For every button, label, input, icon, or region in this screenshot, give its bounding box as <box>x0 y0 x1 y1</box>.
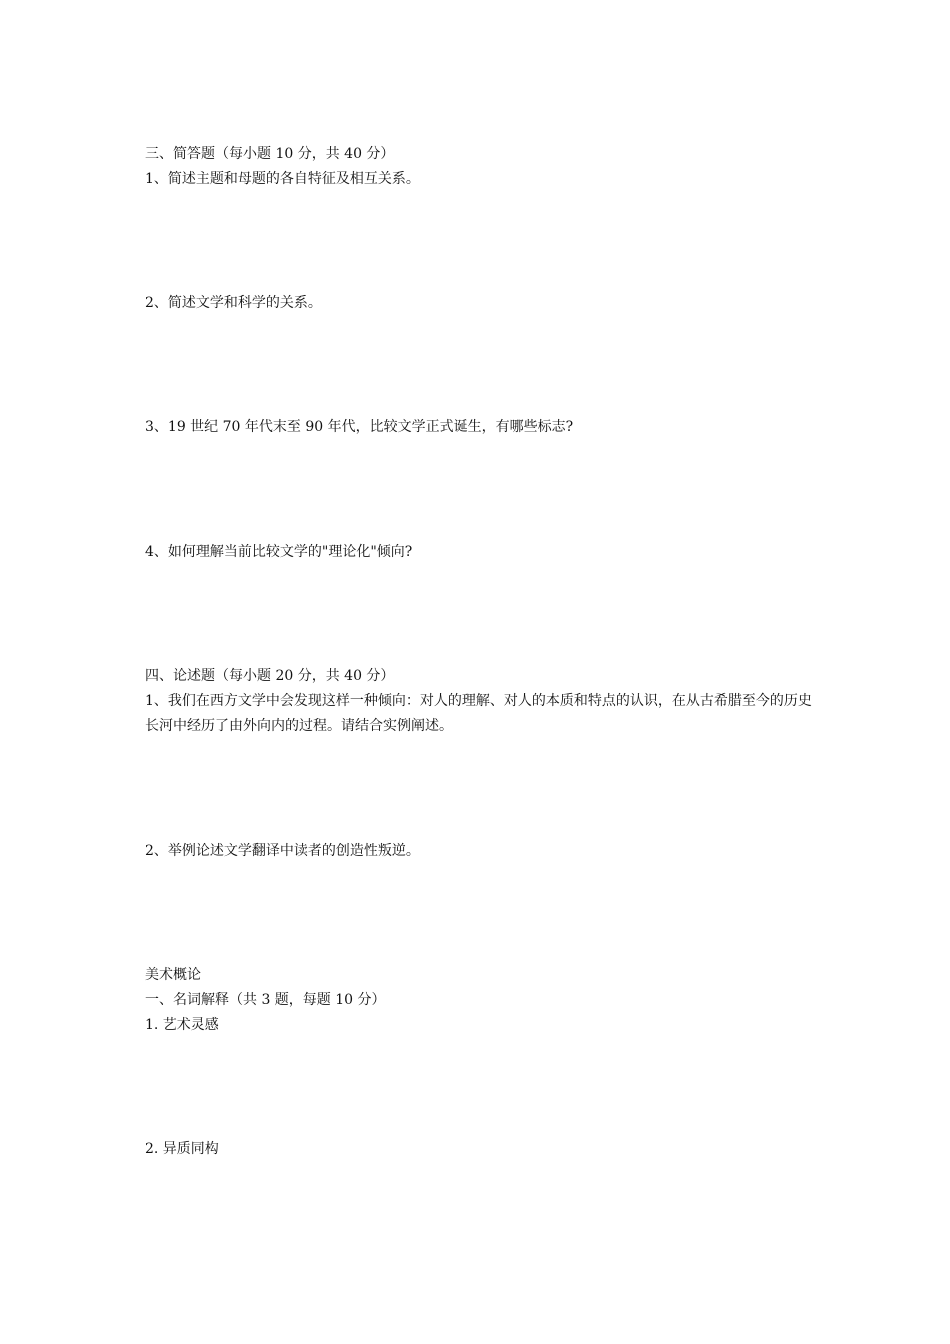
term-2: 2. 异质同构 <box>145 1141 219 1157</box>
essay-question-1: 1、我们在西方文学中会发现这样一种倾向：对人的理解、对人的本质和特点的认识，在从古希腊至今的历史长河中经历了由外向内的过程。请结合实例阐述。 <box>145 693 812 734</box>
art-section-title: 美术概论 <box>145 967 201 983</box>
section-4-heading: 四、论述题（每小题 20 分，共 40 分） <box>145 668 395 684</box>
section-3-heading: 三、简答题（每小题 10 分，共 40 分） <box>145 146 395 162</box>
short-answer-question-1: 1、简述主题和母题的各自特征及相互关系。 <box>145 171 420 187</box>
art-section-1-heading: 一、名词解释（共 3 题，每题 10 分） <box>145 992 386 1008</box>
essay-question-2: 2、举例论述文学翻译中读者的创造性叛逆。 <box>145 843 420 859</box>
term-1: 1. 艺术灵感 <box>145 1017 219 1033</box>
short-answer-question-3: 3、19 世纪 70 年代末至 90 年代，比较文学正式诞生，有哪些标志? <box>145 419 574 435</box>
short-answer-question-2: 2、简述文学和科学的关系。 <box>145 295 322 311</box>
short-answer-question-4: 4、如何理解当前比较文学的"理论化"倾向? <box>145 544 413 560</box>
